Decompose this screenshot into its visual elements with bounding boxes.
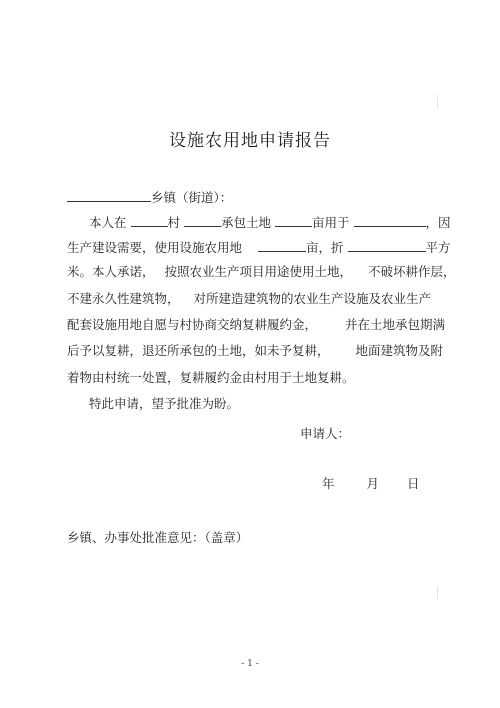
- page-number: - 1 -: [241, 659, 259, 669]
- scan-edge-mark: [437, 586, 438, 600]
- paragraph-line-2: [67, 238, 451, 256]
- paragraph-text: ，因: [425, 215, 451, 230]
- paragraph-line-1: [89, 213, 451, 231]
- paragraph-text: 不建永久性建筑物，: [67, 291, 180, 306]
- approval-label: 乡镇、办事处批准意见：（盖章）: [67, 530, 249, 545]
- paragraph-text: 亩，折: [306, 240, 344, 255]
- paragraph-text: 生产建设需要，使用设施农用地: [67, 240, 243, 255]
- paragraph-line-6: [67, 343, 443, 359]
- township-blank[interactable]: [67, 188, 151, 202]
- paragraph-line-5: [67, 317, 445, 333]
- document-title: 设施农用地申请报告: [169, 131, 331, 151]
- paragraph-text: 配套设施用地自愿与村协商交纳复耕履约金，: [67, 317, 318, 332]
- village-blank[interactable]: [131, 213, 168, 227]
- scan-edge-mark: [437, 95, 438, 109]
- paragraph-text: 本人在: [89, 215, 127, 230]
- paragraph-text: 后予以复耕，退还所承包的土地，如未予复耕，: [67, 343, 330, 358]
- applicant-label: 申请人：: [300, 426, 351, 441]
- paragraph-text: 亩用于: [312, 215, 350, 230]
- paragraph-text: 着物由村统一处置，复耕履约金由村用于土地复耕。: [67, 370, 355, 385]
- paragraph-text: 并在土地承包期满: [345, 317, 446, 332]
- paragraph-text: 地面建筑物及附: [355, 343, 444, 358]
- paragraph-text: 按照农业生产项目用途使用土地，: [164, 264, 353, 279]
- date-year: 年: [322, 476, 335, 491]
- paragraph-line-4: [67, 291, 431, 307]
- facility-mu-blank[interactable]: [258, 238, 306, 252]
- paragraph-line-3: [67, 264, 456, 280]
- township-suffix: 乡镇（街道）：: [151, 190, 233, 205]
- paragraph-text: 米。本人承诺，: [67, 264, 155, 279]
- date-day: 日: [407, 476, 420, 491]
- paragraph-text: 不破坏耕作层，: [368, 264, 456, 279]
- paragraph-text: 村: [167, 215, 181, 230]
- mu-blank[interactable]: [275, 213, 312, 227]
- paragraph-text: 承包土地: [221, 215, 272, 230]
- date-month: 月: [366, 476, 380, 491]
- paragraph-text: 对所建造建筑物的农业生产设施及农业生产: [193, 291, 432, 306]
- contract-land-blank[interactable]: [184, 213, 221, 227]
- closing-line: 特此申请，望予批准为盼。: [89, 396, 240, 411]
- square-meter-blank[interactable]: [348, 238, 426, 252]
- usage-blank[interactable]: [354, 213, 426, 227]
- paragraph-text: 平方: [425, 240, 451, 255]
- address-line: [67, 188, 232, 206]
- date-line: [322, 476, 420, 492]
- paragraph-line-7: [67, 370, 355, 386]
